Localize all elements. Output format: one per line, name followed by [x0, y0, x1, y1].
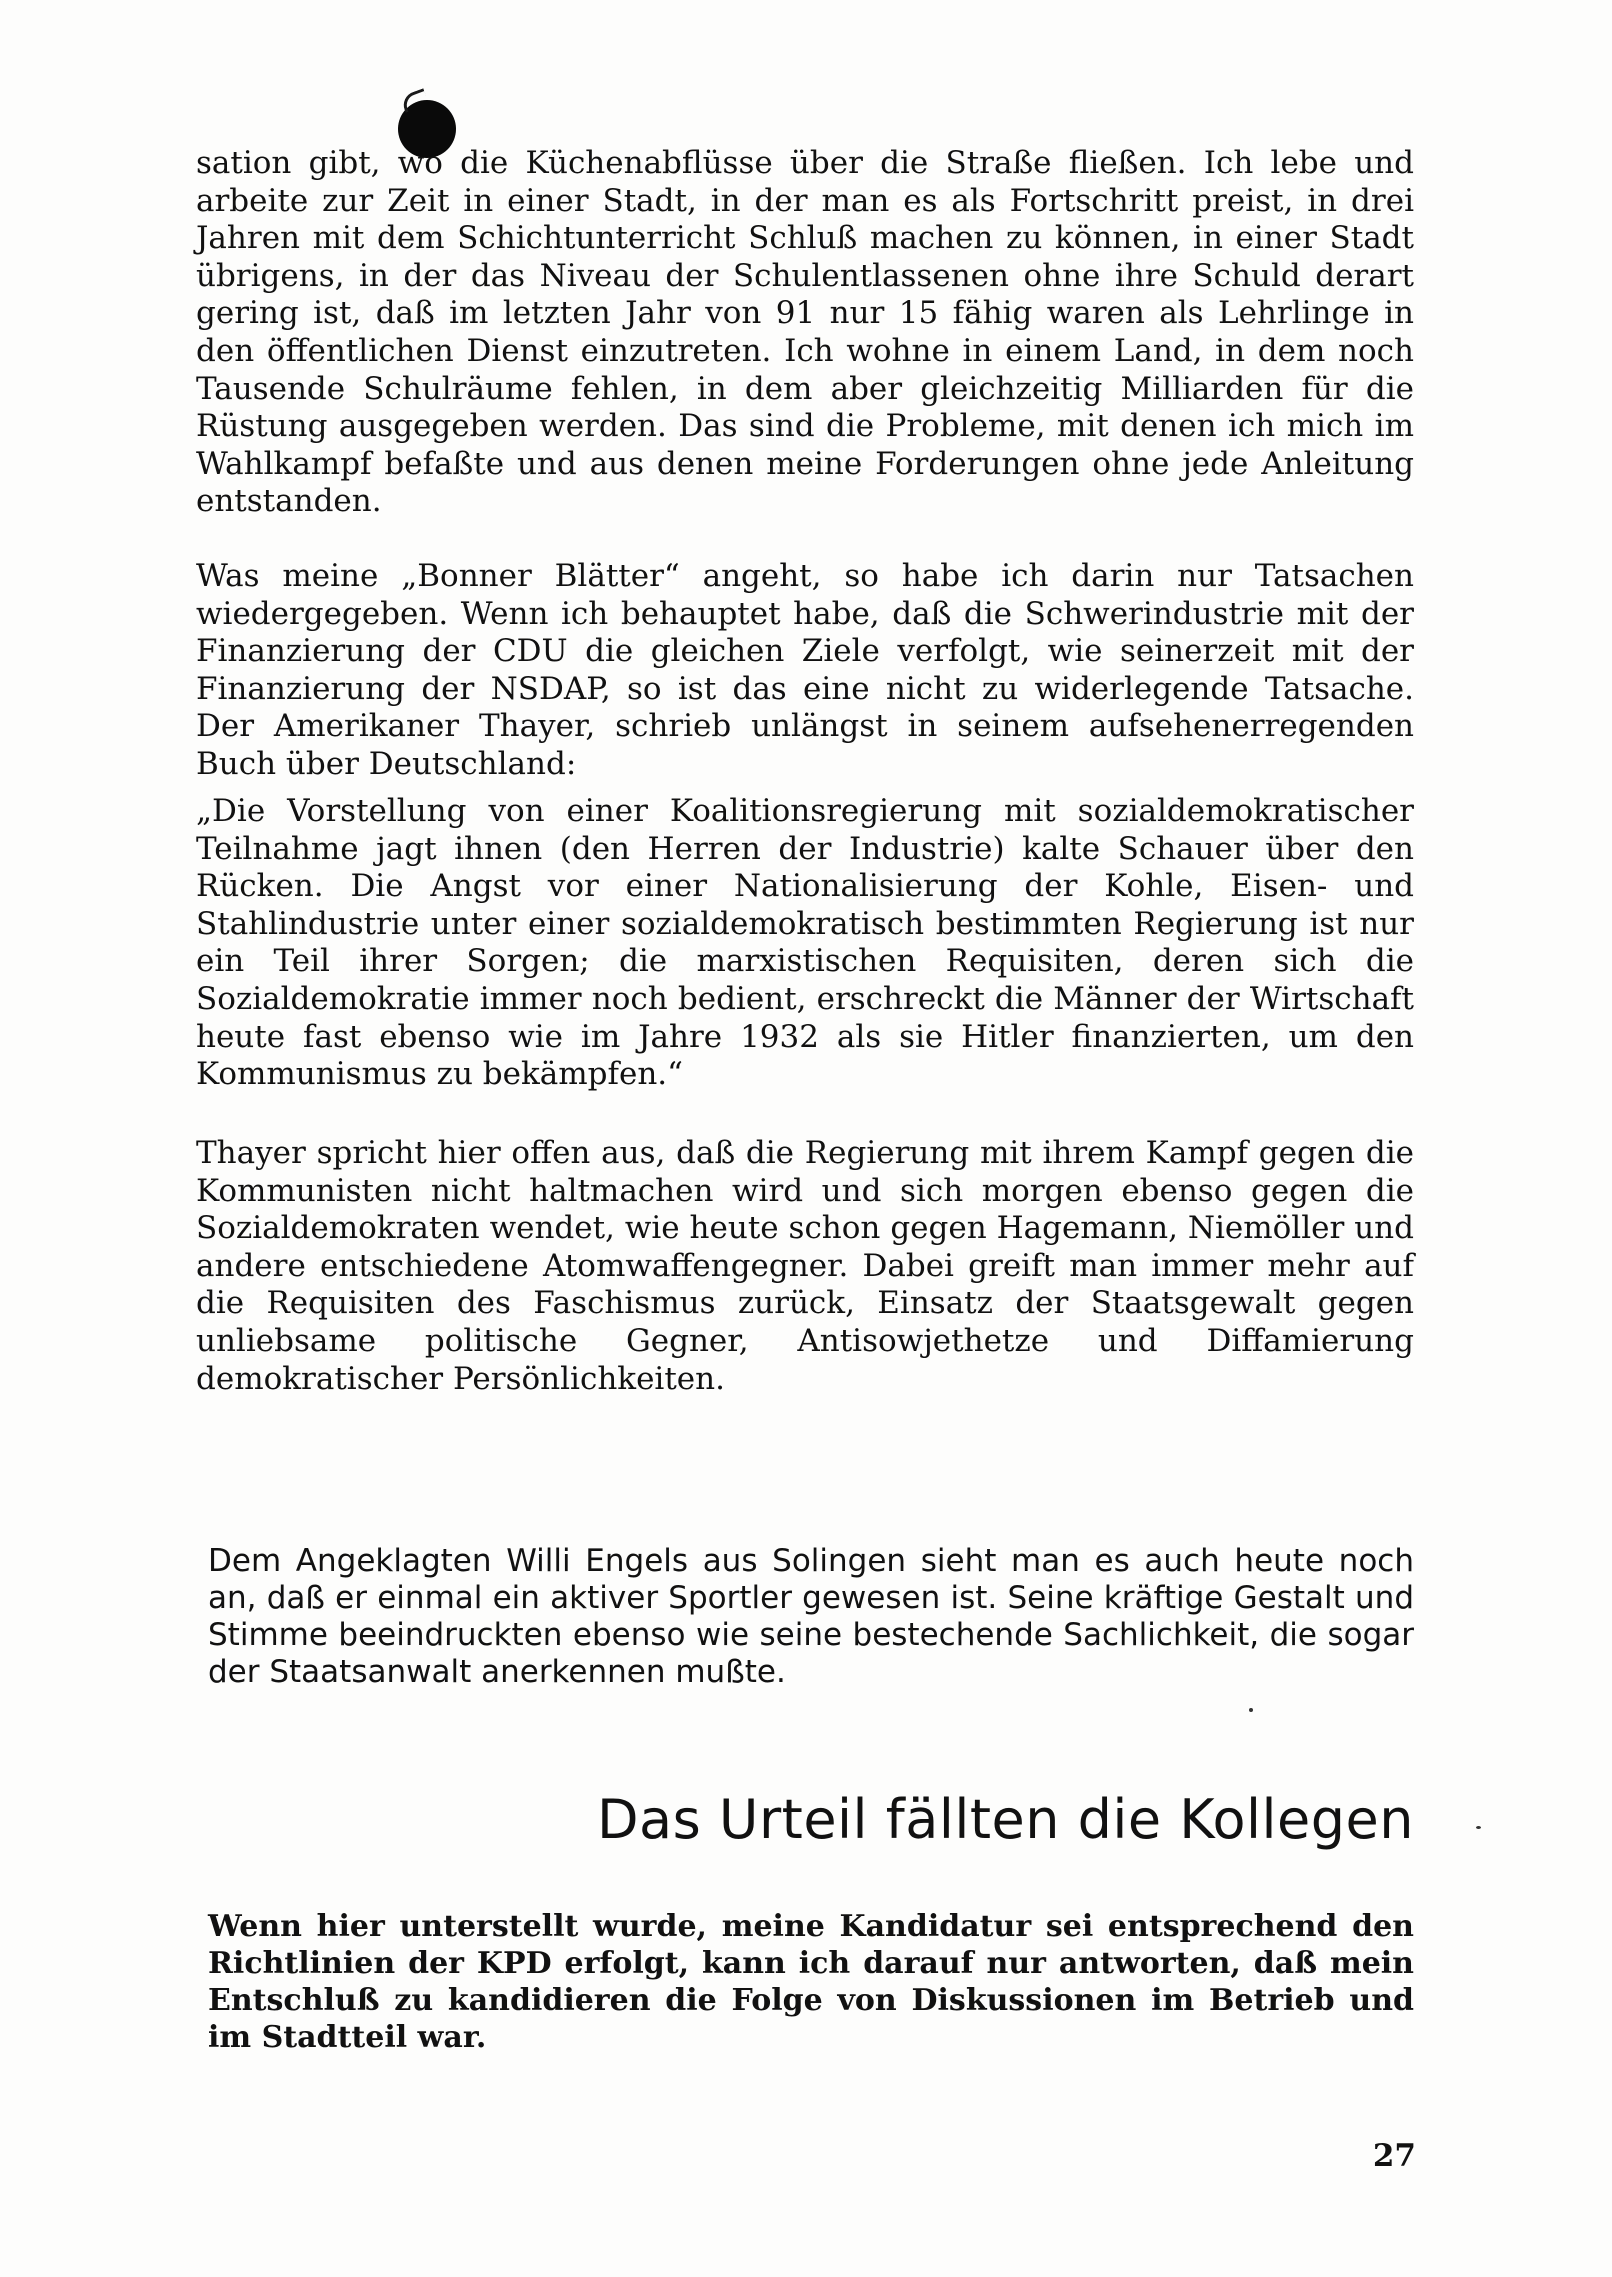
section-heading: Das Urteil fällten die Kollegen — [596, 1788, 1414, 1851]
paragraph-kandidatur: Wenn hier unterstellt wurde, meine Kandidatur sei entsprechend den Richtlinien der KPD erfolgt, kann ich darauf nur antworten, daß mein Entschluß zu kandidieren die Folge von Diskussionen im Betrieb und im Stadtteil war. — [208, 1909, 1414, 2055]
print-speck — [1249, 1708, 1253, 1712]
paragraph-willi-engels: Dem Angeklagten Willi Engels aus Solingen sieht man es auch heute noch an, daß er einmal ein aktiver Sportler gewesen ist. Seine kräftige Gestalt und Stimme beeindruckten ebenso wie seine bestechende Sachlichkeit, die sogar der Staatsanwalt anerkennen mußte. — [208, 1543, 1414, 1690]
print-speck — [1476, 1826, 1481, 1829]
paragraph-school-problems: sation gibt, wo die Küchenabflüsse über die Straße fließen. Ich lebe und arbeite zur Zeit in einer Stadt, in der man es als Fortschritt preist, in drei Jahren mit dem Schichtunterricht Schluß machen zu können, in einer Stadt übrigens, in der das Niveau der Schulentlassenen ohne ihre Schuld derart gering ist, daß im letzten Jahr von 91 nur 15 fähig waren als Lehrlinge in den öffentlichen Dienst einzutreten. Ich wohne in einem Land, in dem noch Tausende Schulräume fehlen, in dem aber gleichzeitig Milliarden für die Rüstung ausgegeben werden. Das sind die Probleme, mit denen ich mich im Wahlkampf befaßte und aus denen meine Forderungen ohne jede Anleitung entstanden. — [196, 145, 1414, 520]
paragraph-bonner-blaetter: Was meine „Bonner Blätter“ angeht, so habe ich darin nur Tatsachen wiedergegeben. Wenn ich behauptet habe, daß die Schwerindustrie mit der Finanzierung der CDU die gleichen Ziele verfolgt, wie seinerzeit mit der Finanzierung der NSDAP, so ist das eine nicht zu widerlegende Tatsache. Der Amerikaner Thayer, schrieb unlängst in seinem aufsehenerregenden Buch über Deutschland: — [196, 558, 1414, 782]
paragraph-thayer-analysis: Thayer spricht hier offen aus, daß die Regierung mit ihrem Kampf gegen die Kommunisten nicht haltmachen wird und sich morgen ebenso gegen die Sozialdemokraten wendet, wie heute schon gegen Hagemann, Niemöller und andere entschiedene Atomwaffengegner. Dabei greift man immer mehr auf die Requisiten des Faschismus zurück, Einsatz der Staatsgewalt gegen unliebsame politische Gegner, Antisowjethetze und Diffamierung demokratischer Persönlichkeiten. — [196, 1135, 1414, 1397]
page-number: 27 — [1372, 2138, 1416, 2174]
paragraph-thayer-quote: „Die Vorstellung von einer Koalitionsregierung mit sozialdemokratischer Teilnahme jagt ihnen (den Herren der Industrie) kalte Schauer über den Rücken. Die Angst vor einer Nationalisierung der Kohle, Eisen- und Stahlindustrie unter einer sozialdemokratisch bestimmten Regierung ist nur ein Teil ihrer Sorgen; die marxistischen Requisiten, deren sich die Sozialdemokratie immer noch bedient, erschreckt die Männer der Wirtschaft heute fast ebenso wie im Jahre 1932 als sie Hitler finanzierten, um den Kommunismus zu bekämpfen.“ — [196, 793, 1414, 1093]
